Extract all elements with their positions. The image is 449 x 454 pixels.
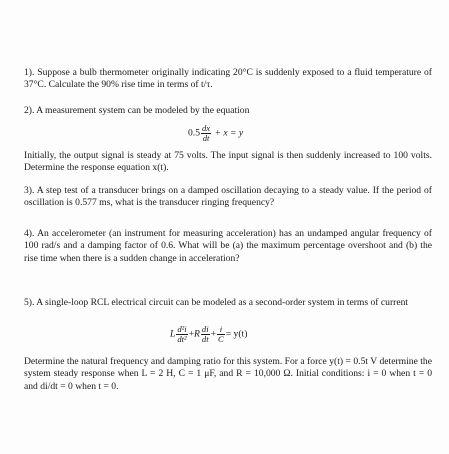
eq5-term2-frac — [201, 325, 210, 344]
problem-1-text: 1). Suppose a bulb thermometer originally indicating 20°C is suddenly exposed to a fluid temperature of 37°C. Calculate the 90% rise time in terms of t/τ. — [24, 67, 432, 91]
problem-5 — [24, 297, 432, 309]
eq5-term1-coef: L — [170, 328, 176, 340]
eq5-term1-den: dt² — [177, 334, 187, 344]
eq5-term3-num: i — [217, 325, 225, 335]
problem-1 — [24, 67, 432, 92]
eq5-term3-den: C — [218, 334, 224, 344]
problem-2-text: Initially, the output signal is steady at 75 volts. The input signal is then suddenly increased to 100 volts. Determine the response equation x(t). — [24, 150, 432, 174]
eq5-term1-frac — [176, 325, 187, 344]
problem-2-body — [24, 150, 432, 175]
eq5-term1-num: d²i — [177, 324, 187, 334]
problem-3 — [24, 185, 432, 210]
problem-5-text: Determine the natural frequency and damping ratio for this system. For a force y(t) = 0.5t V determine the system steady response when L = 2 H, C = 1 μF, and R = 10,000 Ω. Initial conditions: i = 0 when t = 0 and di/dt = 0 when t = 0. — [24, 356, 432, 392]
problem-5-equation — [170, 325, 247, 344]
problem-2 — [24, 105, 432, 117]
eq2-derivative — [201, 124, 211, 143]
problem-4-text: 4). An accelerometer (an instrument for measuring acceleration) has an undamped angular frequency of 100 rad/s and a damping factor of 0.6. What will be (a) the maximum percentage overshoot and (b) the rise time when there is a sudden change in acceleration? — [24, 228, 432, 264]
eq5-term2-num: di — [201, 324, 209, 334]
problem-5-body — [24, 356, 432, 393]
problem-3-text: 3). A step test of a transducer brings on a damped oscillation decaying to a steady value. If the period of oscillation is 0.577 ms, what is the transducer ringing frequency? — [24, 185, 432, 209]
eq2-remainder: + x = y — [214, 127, 244, 139]
problem-4 — [24, 228, 432, 265]
eq5-rhs: = y(t) — [225, 328, 248, 340]
problem-2-intro: 2). A measurement system can be modeled by the equation — [24, 105, 250, 116]
eq5-plus-2: + — [210, 328, 217, 340]
eq2-denominator: dt — [202, 133, 210, 143]
eq5-plus-1: + — [188, 328, 195, 340]
eq2-coefficient: 0.5 — [188, 127, 200, 139]
problem-2-equation — [188, 124, 243, 143]
eq5-term2-coef: R — [194, 328, 200, 340]
eq5-term2-den: dt — [201, 334, 209, 344]
eq2-numerator: dx — [202, 123, 211, 133]
eq5-term3-frac — [217, 325, 225, 344]
problem-5-intro: 5). A single-loop RCL electrical circuit can be modeled as a second-order system in terms of current — [24, 297, 409, 308]
